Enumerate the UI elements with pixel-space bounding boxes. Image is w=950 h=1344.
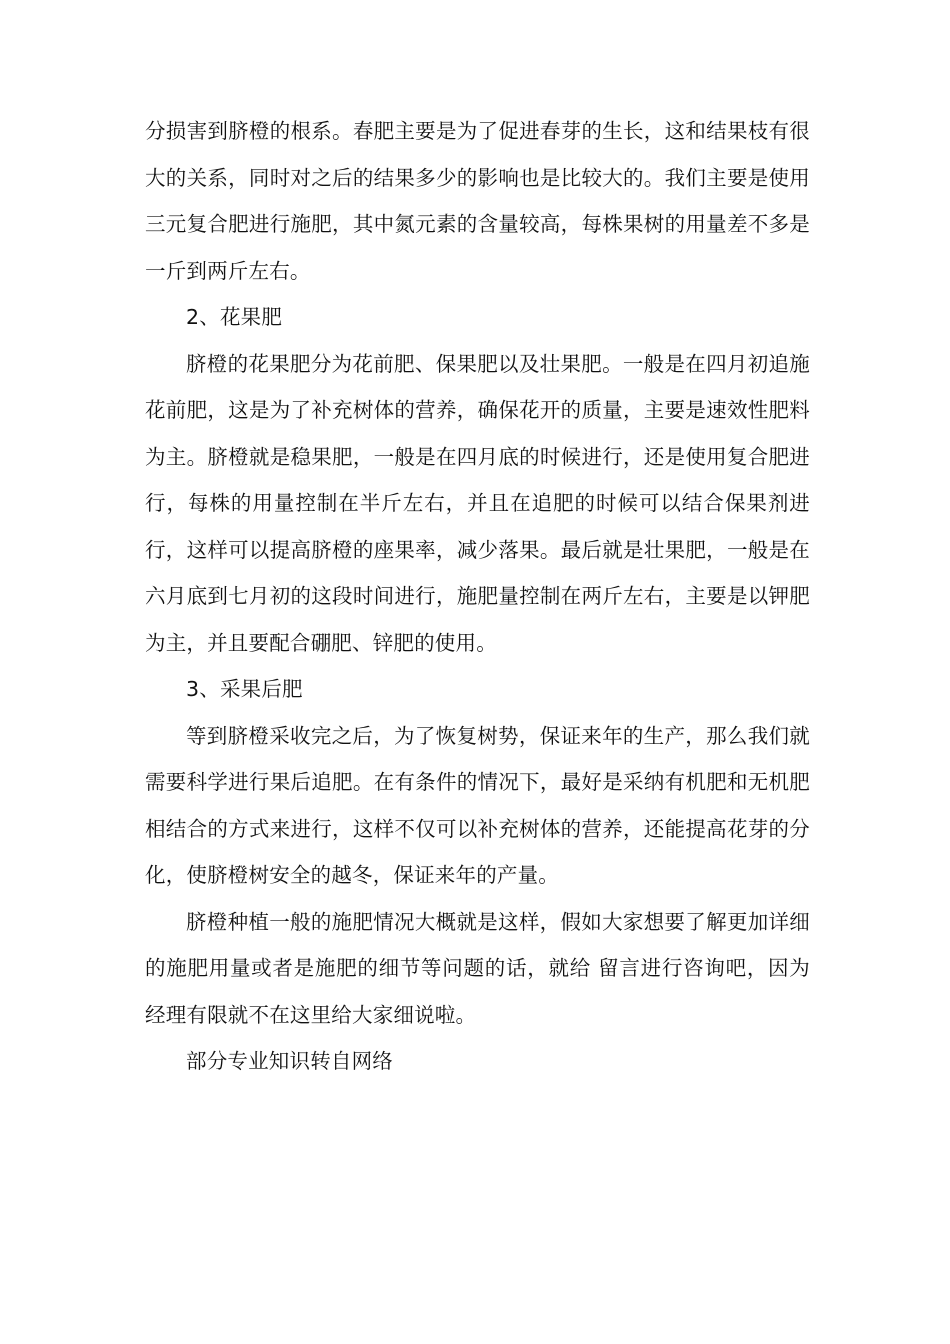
section-heading-post-harvest-fertilizer: 3、采果后肥 <box>186 677 303 701</box>
paragraph-source-note: 部分专业知识转自网络 <box>186 1049 393 1073</box>
paragraph-spring-fertilizer-continued: 分损害到脐橙的根系。春肥主要是为了促进春芽的生长，这和结果枝有很大的关系，同时对之后的结果多少的影响也是比较大的。我们主要是使用三元复合肥进行施肥，其中氮元素的含量较高，每株果树的用量差不多是一斤到两斤左右。 <box>145 119 810 283</box>
section-heading-flower-fruit-fertilizer: 2、花果肥 <box>186 305 283 329</box>
paragraph-flower-fruit-fertilizer: 脐橙的花果肥分为花前肥、保果肥以及壮果肥。一般是在四月初追施花前肥，这是为了补充树体的营养，确保花开的质量，主要是速效性肥料为主。脐橙就是稳果肥，一般是在四月底的时候进行，还是使用复合肥进行，每株的用量控制在半斤左右，并且在追肥的时候可以结合保果剂进行，这样可以提高脐橙的座果率，减少落果。最后就是壮果肥，一般是在六月底到七月初的这段时间进行，施肥量控制在两斤左右，主要是以钾肥为主，并且要配合硼肥、锌肥的使用。 <box>145 351 810 655</box>
document-body <box>145 108 810 1085</box>
paragraph-summary: 脐橙种植一般的施肥情况大概就是这样，假如大家想要了解更加详细的施肥用量或者是施肥的细节等问题的话，就给 留言进行咨询吧，因为 经理有限就不在这里给大家细说啦。 <box>145 909 810 1027</box>
paragraph-post-harvest-fertilizer: 等到脐橙采收完之后，为了恢复树势，保证来年的生产，那么我们就需要科学进行果后追肥。在有条件的情况下，最好是采纳有机肥和无机肥相结合的方式来进行，这样不仅可以补充树体的营养，还能提高花芽的分化，使脐橙树安全的越冬，保证来年的产量。 <box>145 723 810 887</box>
